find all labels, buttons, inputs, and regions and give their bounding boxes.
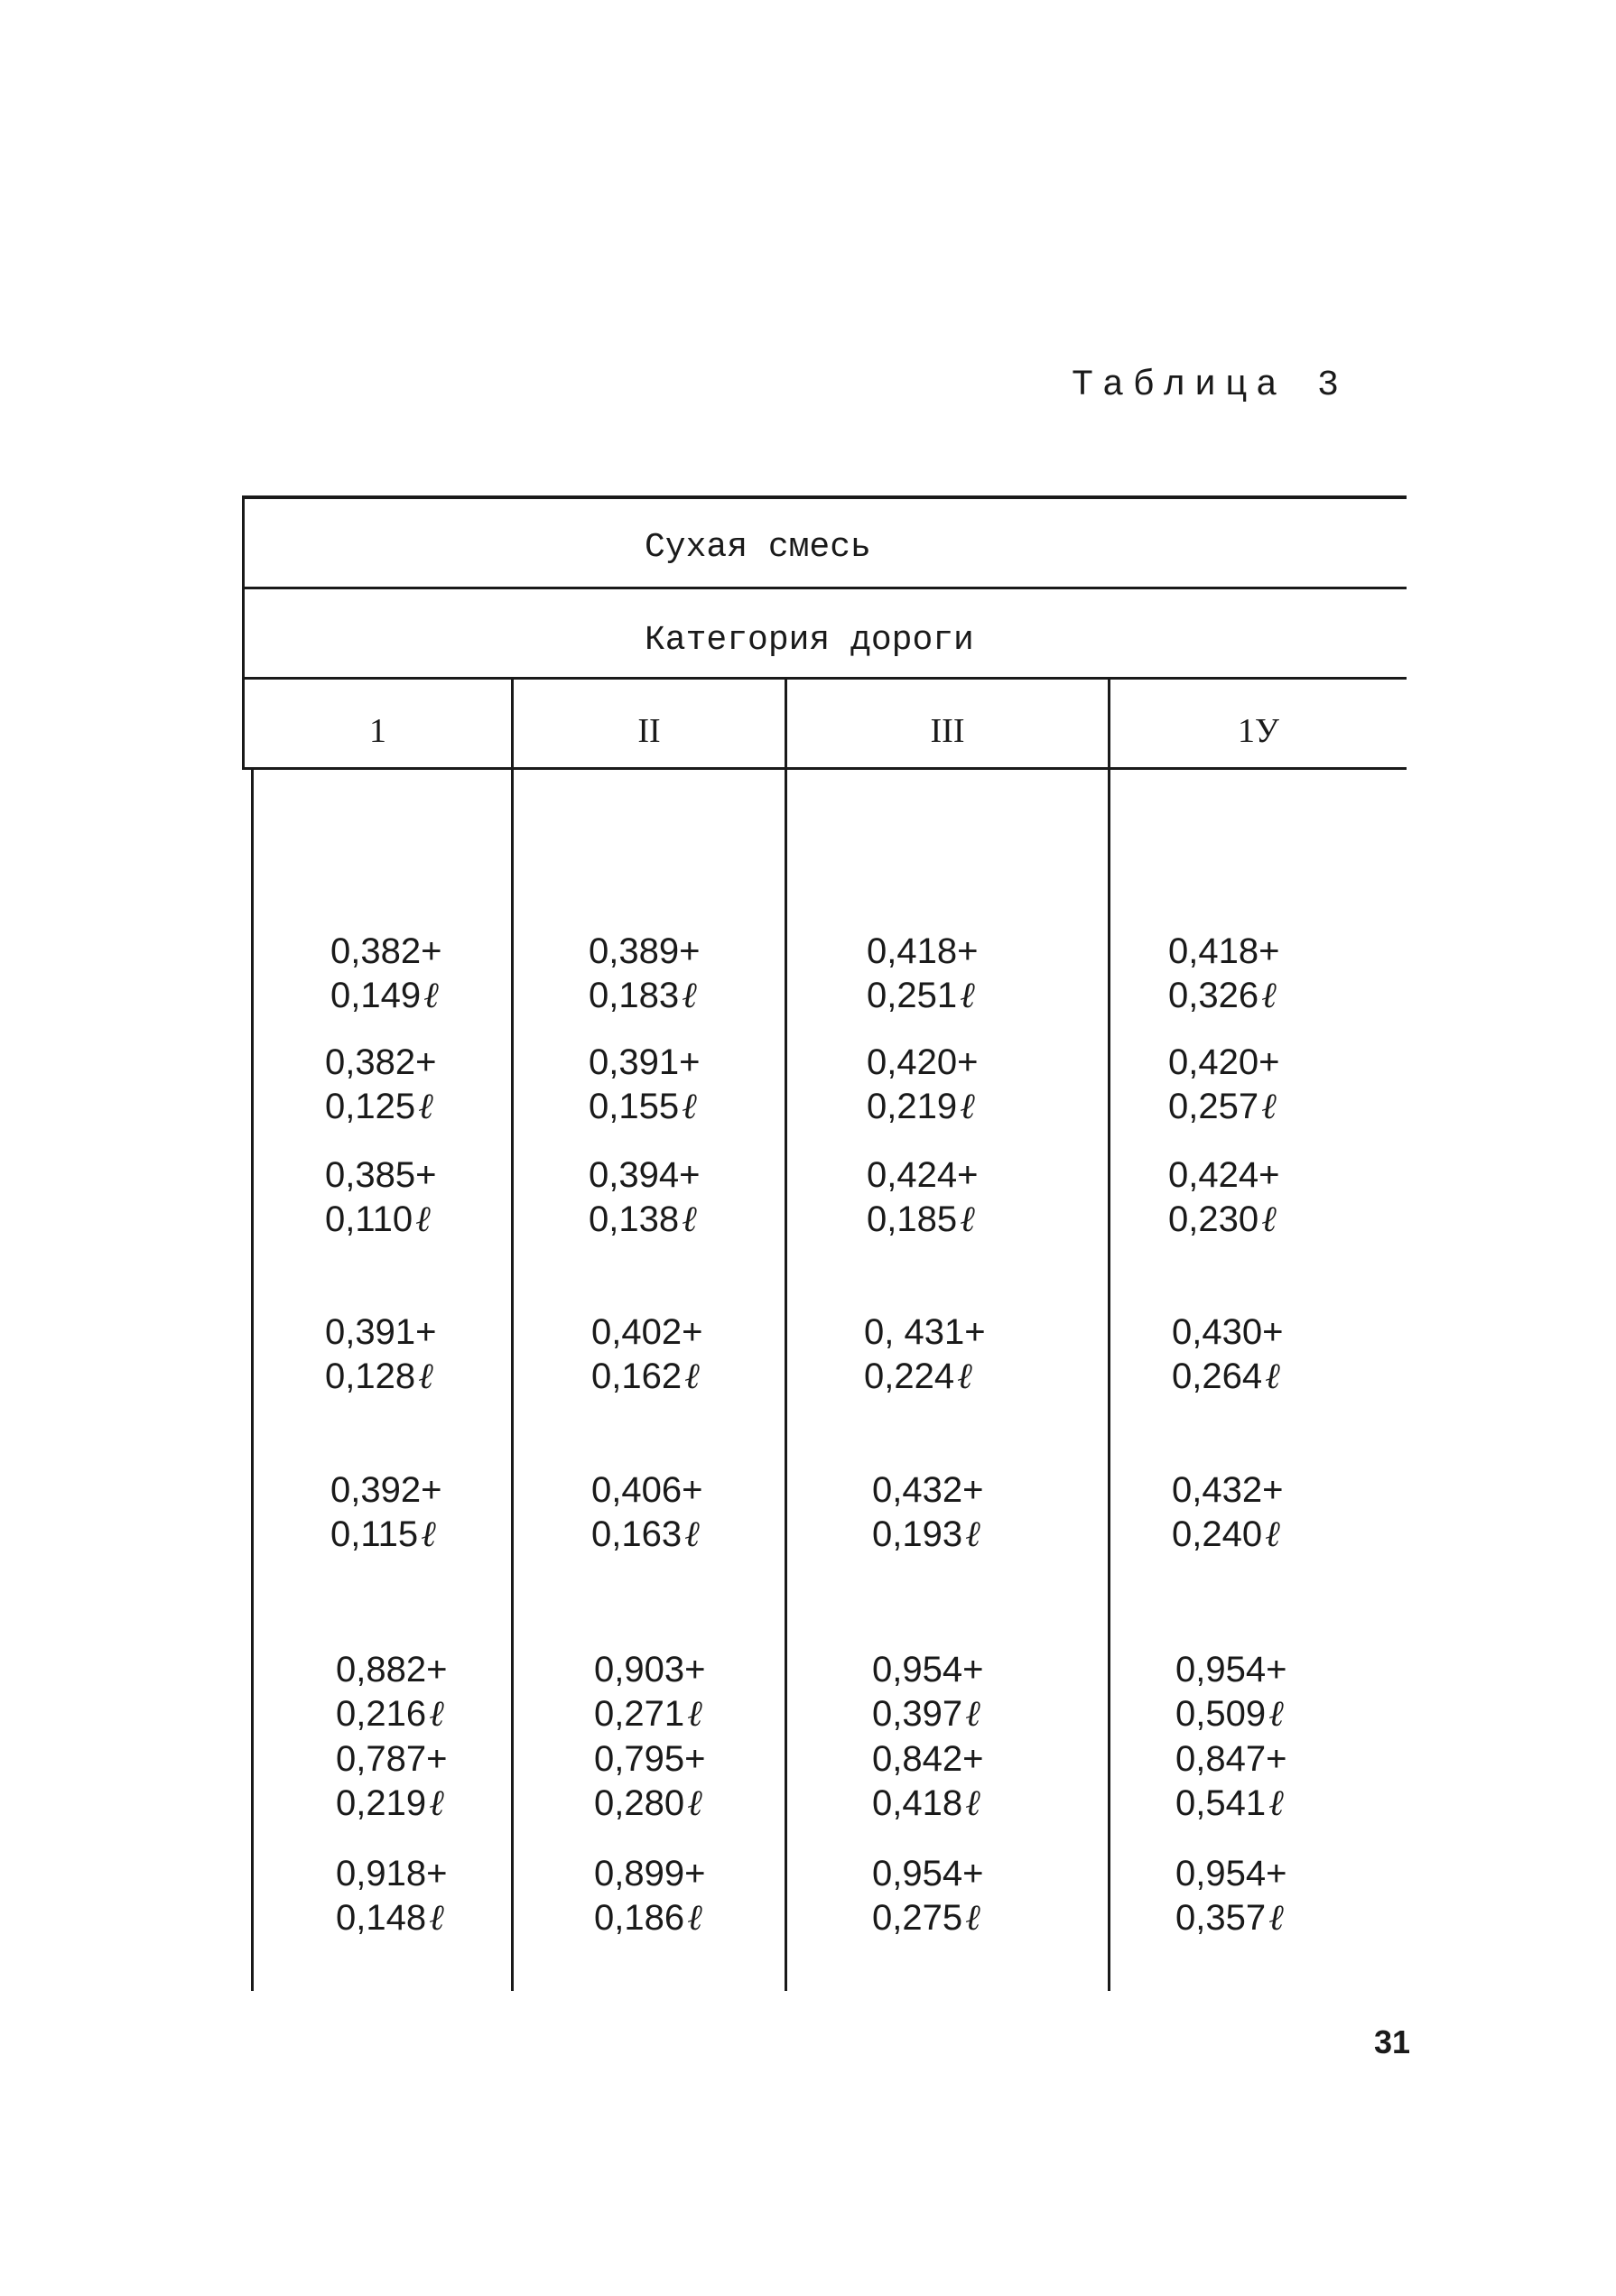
table-caption: Таблица 3 [1071, 366, 1348, 406]
table-cell: 0,954+ 0,509ℓ [1175, 1650, 1287, 1735]
table-cell: 0,787+ 0,219ℓ [336, 1739, 448, 1824]
column-header-2: II [637, 712, 661, 750]
column-rule-3 [1108, 679, 1110, 1991]
header-subgroup: Категория дороги [645, 621, 974, 660]
table-top-rule [242, 495, 1407, 499]
column-header-1: 1 [369, 712, 386, 750]
column-rule-2 [785, 679, 787, 1991]
header-rule-2 [242, 677, 1407, 680]
table-cell: 0,847+ 0,541ℓ [1175, 1739, 1287, 1824]
table-cell: 0,420+ 0,219ℓ [867, 1042, 979, 1127]
table-cell: 0,424+ 0,185ℓ [867, 1155, 979, 1240]
table-cell: 0,954+ 0,357ℓ [1175, 1854, 1287, 1939]
table-cell: 0, 431+ 0,224ℓ [864, 1312, 986, 1397]
table-cell: 0,903+ 0,271ℓ [594, 1650, 706, 1735]
table-cell: 0,392+ 0,115ℓ [330, 1470, 442, 1555]
table-cell: 0,382+ 0,149ℓ [330, 931, 442, 1016]
table-left-rule-body [251, 770, 254, 1991]
table-cell: 0,424+ 0,230ℓ [1168, 1155, 1280, 1240]
table-cell: 0,418+ 0,251ℓ [867, 931, 979, 1016]
table-cell: 0,394+ 0,138ℓ [589, 1155, 701, 1240]
column-header-3: III [930, 712, 965, 750]
header-rule-1 [242, 587, 1407, 589]
table-cell: 0,882+ 0,216ℓ [336, 1650, 448, 1735]
table-cell: 0,406+ 0,163ℓ [591, 1470, 703, 1555]
table-cell: 0,420+ 0,257ℓ [1168, 1042, 1280, 1127]
table-cell: 0,418+ 0,326ℓ [1168, 931, 1280, 1016]
table-cell: 0,954+ 0,397ℓ [872, 1650, 984, 1735]
table-cell: 0,432+ 0,193ℓ [872, 1470, 984, 1555]
table-cell: 0,795+ 0,280ℓ [594, 1739, 706, 1824]
column-rule-1 [511, 679, 514, 1991]
table-cell: 0,842+ 0,418ℓ [872, 1739, 984, 1824]
header-group: Сухая смесь [645, 528, 871, 567]
table-cell: 0,382+ 0,125ℓ [325, 1042, 437, 1127]
page-number: 31 [1374, 2023, 1411, 2060]
table-cell: 0,391+ 0,155ℓ [589, 1042, 701, 1127]
table-cell: 0,402+ 0,162ℓ [591, 1312, 703, 1397]
table-cell: 0,432+ 0,240ℓ [1172, 1470, 1284, 1555]
table-cell: 0,385+ 0,110ℓ [325, 1155, 437, 1240]
table-cell: 0,430+ 0,264ℓ [1172, 1312, 1284, 1397]
header-rule-3 [242, 767, 1407, 770]
table-cell: 0,918+ 0,148ℓ [336, 1854, 448, 1939]
table-cell: 0,899+ 0,186ℓ [594, 1854, 706, 1939]
table-cell: 0,391+ 0,128ℓ [325, 1312, 437, 1397]
table-cell: 0,954+ 0,275ℓ [872, 1854, 984, 1939]
table-cell: 0,389+ 0,183ℓ [589, 931, 701, 1016]
column-header-4: 1У [1238, 712, 1279, 750]
